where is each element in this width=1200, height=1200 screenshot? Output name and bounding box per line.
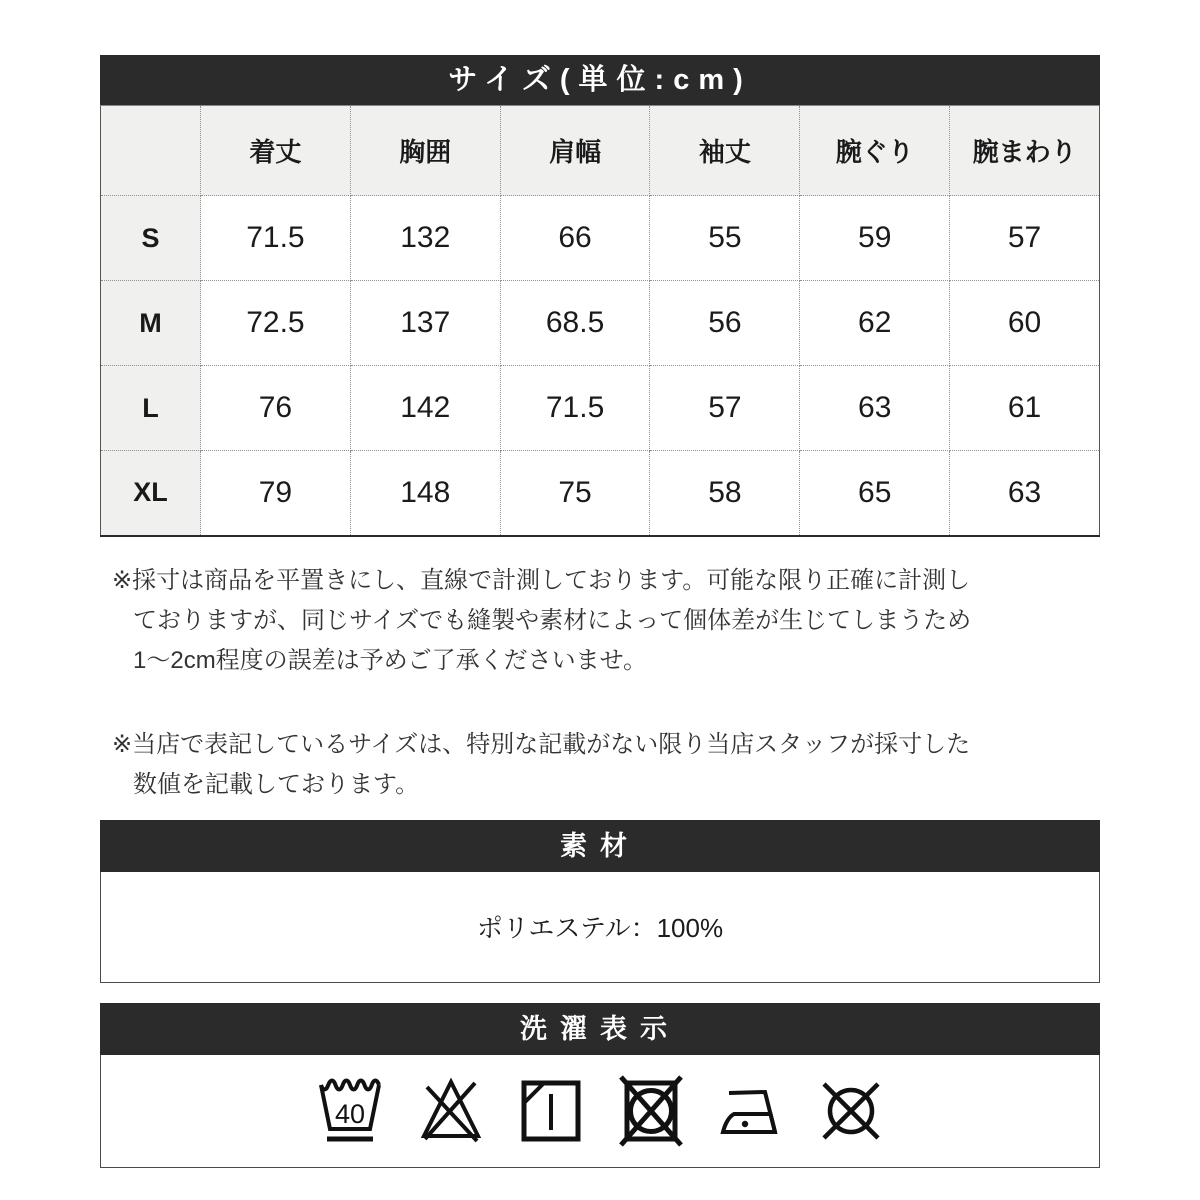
column-header-armhole: 腕ぐり (800, 106, 950, 196)
size-cell: 63 (950, 451, 1100, 536)
laundry-symbols-box (100, 1055, 1100, 1168)
material-section-title: 素材 (560, 830, 640, 861)
size-cell: 75 (500, 451, 650, 536)
note-staff-measured: ※当店で表記しているサイズは、特別な記載がない限り当店スタッフが採寸した 数値を記載しております。 (112, 730, 971, 798)
size-label: M (101, 281, 201, 366)
size-cell: 66 (500, 196, 650, 281)
column-header-arm-circumference: 腕まわり (950, 106, 1100, 196)
size-cell: 60 (950, 281, 1100, 366)
do-not-tumble-dry-icon (615, 1075, 687, 1147)
size-cell: 132 (350, 196, 500, 281)
size-cell: 72.5 (201, 281, 351, 366)
size-cell: 68.5 (500, 281, 650, 366)
do-not-dry-clean-icon (815, 1075, 887, 1147)
note-measurement-disclaimer: ※採寸は商品を平置きにし、直線で計測しております。可能な限り正確に計測し ておりますが、同じサイズでも縫製や素材によって個体差が生じてしまうため 1～2cm程度の誤差は予めご了承くださいませ。 (112, 566, 972, 674)
table-row-size-xl (101, 451, 1100, 536)
size-cell: 61 (950, 366, 1100, 451)
size-label: S (101, 196, 201, 281)
size-cell: 79 (201, 451, 351, 536)
material-box (100, 872, 1100, 983)
table-row-size-s (101, 196, 1100, 281)
size-cell: 56 (650, 281, 800, 366)
size-cell: 57 (650, 366, 800, 451)
size-cell: 65 (800, 451, 950, 536)
laundry-section-title: 洗濯表示 (520, 1013, 680, 1044)
do-not-bleach-icon (415, 1075, 487, 1147)
size-table-header-row (101, 106, 1100, 196)
laundry-section-header-bar (100, 1003, 1100, 1055)
size-label: L (101, 366, 201, 451)
size-cell: 57 (950, 196, 1100, 281)
size-table (100, 105, 1100, 537)
size-cell: 63 (800, 366, 950, 451)
size-cell: 55 (650, 196, 800, 281)
size-cell: 142 (350, 366, 500, 451)
column-header-sleeve-length: 袖丈 (650, 106, 800, 196)
size-cell: 76 (201, 366, 351, 451)
column-header-chest: 胸囲 (350, 106, 500, 196)
svg-text:40: 40 (334, 1098, 366, 1129)
size-cell: 58 (650, 451, 800, 536)
table-row-size-l (101, 366, 1100, 451)
material-value: ポリエステル：100% (476, 913, 724, 943)
size-section-title: サイズ(単位:cm) (448, 64, 752, 96)
size-cell: 137 (350, 281, 500, 366)
size-label: XL (101, 451, 201, 536)
size-section-header-bar (100, 55, 1100, 105)
table-row-size-m (101, 281, 1100, 366)
size-chart-page (100, 0, 1100, 1168)
iron-low-heat-icon (715, 1075, 787, 1147)
notes-section (100, 561, 1100, 805)
material-section-header-bar (100, 820, 1100, 872)
laundry-section (100, 1003, 1100, 1168)
wash-40-gentle-icon (313, 1075, 387, 1147)
column-header-shoulder-width: 肩幅 (500, 106, 650, 196)
size-section (100, 55, 1100, 537)
size-cell: 62 (800, 281, 950, 366)
material-section (100, 820, 1100, 983)
line-dry-in-shade-icon (515, 1075, 587, 1147)
size-cell: 59 (800, 196, 950, 281)
size-cell: 71.5 (201, 196, 351, 281)
size-cell: 71.5 (500, 366, 650, 451)
size-cell: 148 (350, 451, 500, 536)
corner-cell (101, 106, 201, 196)
column-header-body-length: 着丈 (201, 106, 351, 196)
